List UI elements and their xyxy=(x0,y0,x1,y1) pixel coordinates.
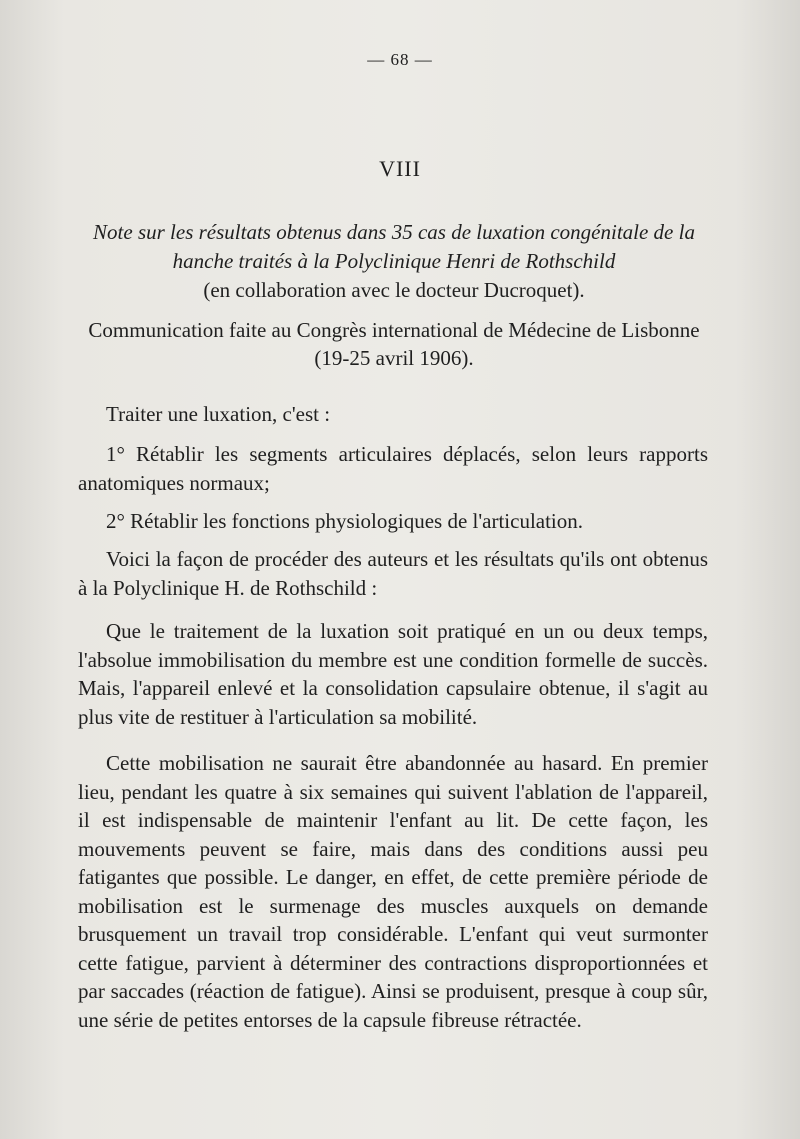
note-title: Note sur les résultats obtenus dans 35 cas de luxation congénitale de la hanche traités à la Polyclinique Henri de Rothschild xyxy=(93,220,695,273)
paragraph-5 xyxy=(78,617,708,731)
paragraph-text: Cette mobilisation ne saurait être abandonnée au hasard. En premier lieu, pendant les quatre à six semaines qui suivent l'ablation de l'appareil, il est indispensable de maintenir l'enfant au lit. De cette façon, les mouvements peuvent se faire, mais dans des conditions aussi peu fatigantes que possible. Le danger, en effet, de cette première période de mobilisation est le surmenage des muscles auxquels on demande brusquement un travail trop considérable. L'enfant qui veut surmonter cette fatigue, parvient à déterminer des contractions disproportionnées et par saccades (réaction de fatigue). Ainsi se produisent, presque à coup sûr, une série de petites entorses de la capsule fibreuse rétractée. xyxy=(78,751,708,1032)
paragraph-text: Voici la façon de procéder des auteurs et les résultats qu'ils ont obtenus à la Polyclinique H. de Rothschild : xyxy=(78,547,708,600)
page-number: — 68 — xyxy=(367,50,433,69)
paragraph-6 xyxy=(78,749,708,1034)
chapter-number: VIII xyxy=(379,156,421,181)
paragraph-2 xyxy=(78,440,708,497)
paragraph-3 xyxy=(78,507,708,536)
communication-note: Communication faite au Congrès international de Médecine de Lisbonne (19-25 avril 1906). xyxy=(88,318,700,370)
paragraph-text: 1° Rétablir les segments articulaires déplacés, selon leurs rapports anatomiques normaux; xyxy=(78,442,708,495)
paragraph-text: Que le traitement de la luxation soit pratiqué en un ou deux temps, l'absolue immobilisation du membre est une condition formelle de succès. Mais, l'appareil enlevé et la consolidation capsulaire obtenue, il s'agit au plus vite de restituer à l'articulation sa mobilité. xyxy=(78,619,708,729)
paragraph-text: 2° Rétablir les fonctions physiologiques de l'articulation. xyxy=(106,509,584,533)
paragraph-text: Traiter une luxation, c'est : xyxy=(106,402,331,426)
note-collaboration: (en collaboration avec le docteur Ducroquet). xyxy=(203,278,585,302)
paragraph-4 xyxy=(78,545,708,602)
paragraph-1 xyxy=(78,400,708,429)
